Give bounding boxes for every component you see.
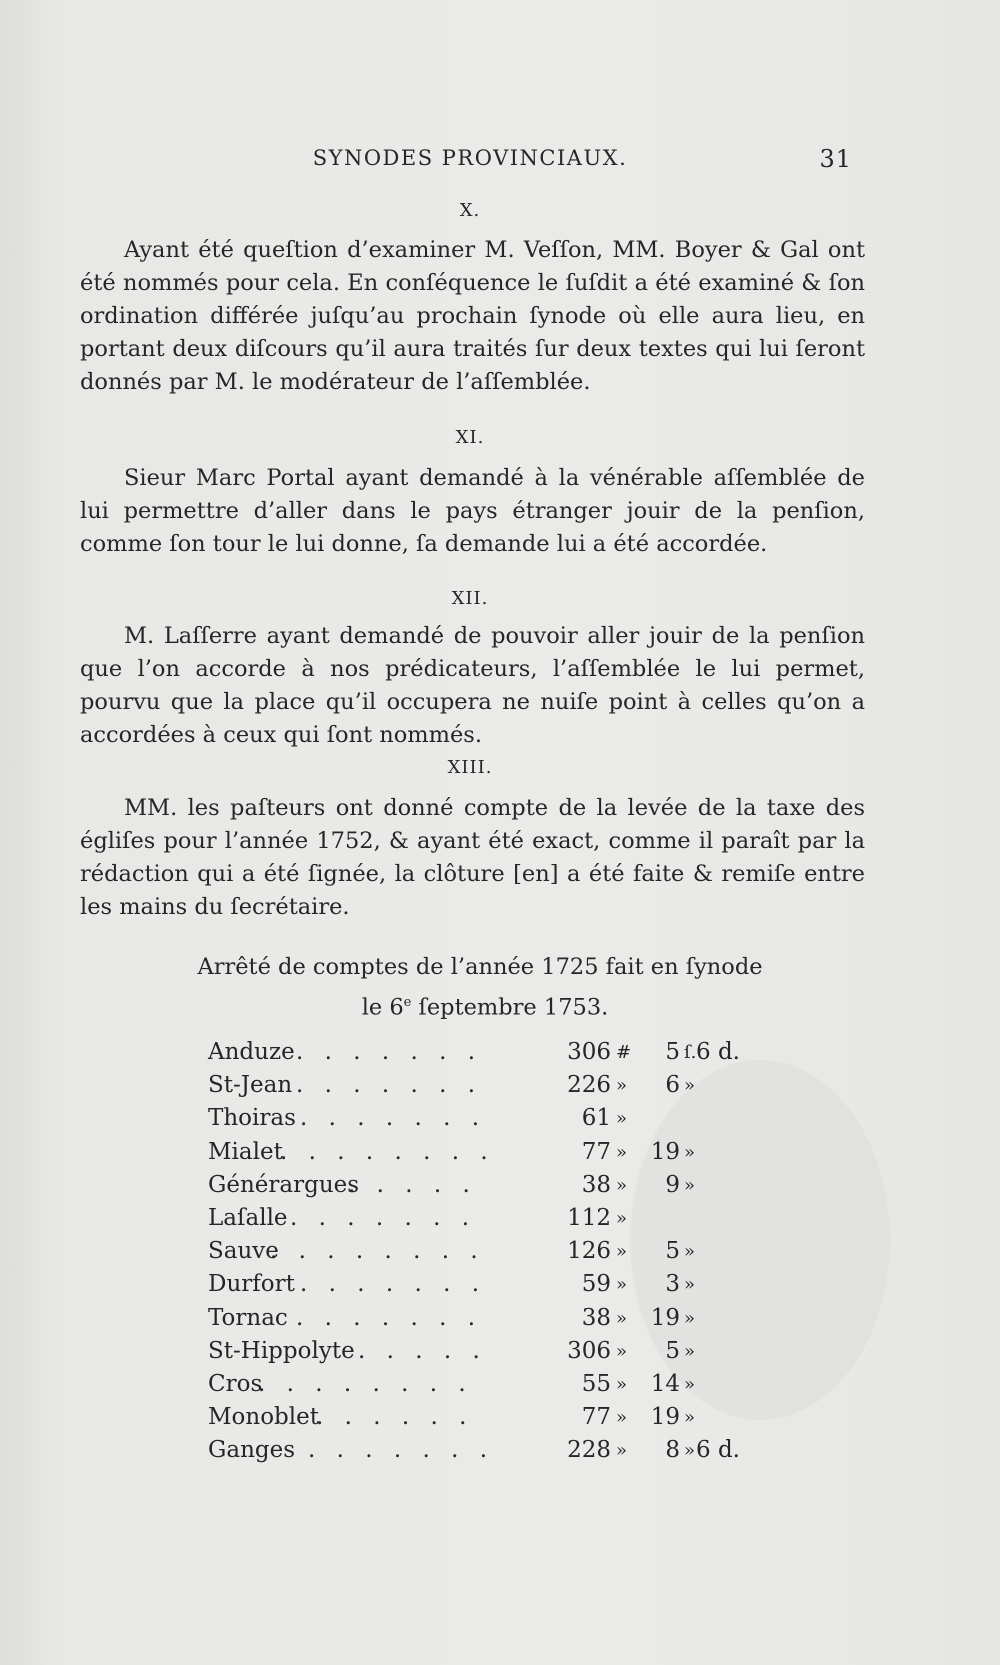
account-place: Générargues <box>208 1171 360 1198</box>
account-row <box>208 1136 768 1169</box>
account-place: Thoiras <box>208 1105 296 1132</box>
sols-mark: » <box>684 1274 696 1296</box>
account-row <box>208 1368 768 1401</box>
account-sols: 3 <box>665 1271 680 1298</box>
page-number: 31 <box>819 145 852 173</box>
sols-mark: » <box>684 1440 696 1462</box>
account-livres: 306 <box>567 1039 611 1065</box>
livres-mark: » <box>616 1075 628 1097</box>
account-sols: 14 <box>650 1370 680 1397</box>
section-number-x: X. <box>459 200 481 221</box>
accounts-title-line2: le 6e ſeptembre 1753. <box>361 994 609 1021</box>
account-place: St-Hippolyte <box>208 1337 355 1364</box>
livres-mark: » <box>616 1373 628 1395</box>
paragraph-text: Ayant été queſtion d’examiner M. Veſſon, MM. Boyer & Gal ont été nommés pour cela. En conſéquence le ſuſdit a été examiné & ſon ordination différée juſqu’au prochain ſynode où elle aura lieu, en portant deux diſcours qu’il aura traités ſur deux textes qui lui ſeront donnés par M. le modérateur de l’aſſemblée. <box>80 237 865 395</box>
account-livres: 61 <box>581 1105 611 1132</box>
account-sols: 19 <box>650 1304 680 1331</box>
account-row <box>208 1169 768 1202</box>
account-sols: 8 <box>665 1437 680 1464</box>
account-livres: 77 <box>581 1404 611 1431</box>
accounts-title-line1: Arrêté de comptes de l’année 1725 fait en ſynode <box>197 954 763 980</box>
account-livres: 38 <box>581 1304 611 1331</box>
account-row <box>208 1302 768 1335</box>
section-number-xiii: XIII. <box>447 757 493 778</box>
account-place: Tornac <box>208 1304 288 1331</box>
sols-mark: » <box>684 1307 696 1329</box>
livres-mark: » <box>616 1207 628 1229</box>
account-deniers: 6 d. <box>696 1437 740 1464</box>
leader-dots: . . . . . . . <box>296 1304 483 1331</box>
account-row <box>208 1335 768 1368</box>
account-livres: 55 <box>581 1370 611 1397</box>
accounts-title <box>80 950 860 1026</box>
account-place: Cros <box>208 1370 263 1397</box>
sols-mark: » <box>684 1075 696 1097</box>
account-sols: 19 <box>650 1404 680 1431</box>
leader-dots: . . . . . . <box>316 1404 474 1431</box>
section-number-xii: XII. <box>451 588 489 609</box>
account-row <box>208 1235 768 1268</box>
leader-dots: . . . . . . . . <box>280 1138 495 1165</box>
livres-mark: » <box>616 1340 628 1362</box>
leader-dots: . . . . . <box>358 1337 487 1364</box>
livres-mark: » <box>616 1241 628 1263</box>
sols-mark: » <box>684 1174 696 1196</box>
account-sols: 19 <box>650 1138 680 1165</box>
account-livres: 77 <box>581 1138 611 1165</box>
leader-dots: . . . . . . . <box>308 1437 495 1464</box>
sols-mark: » <box>684 1141 696 1163</box>
sols-mark: ſ. <box>684 1042 697 1063</box>
account-row <box>208 1434 768 1467</box>
account-sols: 9 <box>665 1171 680 1198</box>
account-livres: 59 <box>581 1271 611 1298</box>
leader-dots: . . . . . . . <box>300 1105 487 1132</box>
account-place: Durfort <box>208 1271 295 1298</box>
sols-mark: » <box>684 1340 696 1362</box>
paragraph-text: Sieur Marc Portal ayant demandé à la vénérable aſſemblée de lui permettre d’aller dans le pays étranger jouir de la penſion, comme ſon tour le lui donne, ſa demande lui a été accordée. <box>80 465 865 557</box>
livres-mark: » <box>616 1108 628 1130</box>
section-number-xi: XI. <box>455 427 485 448</box>
leader-dots: . . . . . . . <box>290 1204 477 1231</box>
account-sols: 5 <box>665 1039 680 1065</box>
livres-mark: » <box>616 1174 628 1196</box>
paragraph-text: MM. les paſteurs ont donné compte de la levée de la taxe des égliſes pour l’année 1752, & ayant été exact, comme il paraît par la rédaction qui a été ſignée, la clôture [en] a été faite & remiſe entre les mains du ſecrétaire. <box>80 795 865 920</box>
account-sols: 6 <box>665 1072 680 1099</box>
account-place: Monoblet <box>208 1404 319 1431</box>
account-place: Sauve <box>208 1238 279 1265</box>
sols-mark: » <box>684 1407 696 1429</box>
leader-dots: . . . . . <box>348 1171 477 1198</box>
sols-mark: » <box>684 1373 696 1395</box>
account-row <box>208 1401 768 1434</box>
leader-dots: . . . . . . . <box>296 1039 483 1065</box>
account-livres: 38 <box>581 1171 611 1198</box>
account-row <box>208 1202 768 1235</box>
account-place: Mialet <box>208 1138 283 1165</box>
leader-dots: . . . . . . . . <box>258 1370 473 1397</box>
livres-mark: » <box>616 1440 628 1462</box>
account-place: Anduze <box>208 1039 295 1065</box>
running-head: SYNODES PROVINCIAUX. <box>312 146 628 170</box>
account-place: Laſalle <box>208 1204 288 1231</box>
section-paragraph-x <box>80 234 865 399</box>
section-paragraph-xi <box>80 462 865 561</box>
account-row <box>208 1069 768 1102</box>
account-sols: 5 <box>665 1238 680 1265</box>
account-livres: 226 <box>567 1072 611 1099</box>
livres-mark: » <box>616 1274 628 1296</box>
leader-dots: . . . . . . . . <box>270 1238 485 1265</box>
livres-mark: # <box>616 1042 632 1063</box>
livres-mark: » <box>616 1141 628 1163</box>
account-livres: 112 <box>567 1204 611 1231</box>
account-row <box>208 1268 768 1301</box>
account-row <box>208 1102 768 1135</box>
paragraph-text: M. Laſſerre ayant demandé de pouvoir aller jouir de la penſion que l’on accorde à nos prédicateurs, l’aſſemblée le lui permet, pourvu que la place qu’il occupera ne nuiſe point à celles qu’on a accordées à ceux qui ſont nommés. <box>80 623 865 748</box>
account-row <box>208 1036 768 1069</box>
account-livres: 126 <box>567 1238 611 1265</box>
account-livres: 306 <box>567 1337 611 1364</box>
section-paragraph-xii <box>80 620 865 752</box>
livres-mark: » <box>616 1407 628 1429</box>
account-deniers: 6 d. <box>696 1039 740 1065</box>
account-sols: 5 <box>665 1337 680 1364</box>
account-livres: 228 <box>567 1437 611 1464</box>
section-paragraph-xiii <box>80 792 865 924</box>
account-place: Ganges <box>208 1437 296 1464</box>
leader-dots: . . . . . . . <box>300 1271 487 1298</box>
leader-dots: . . . . . . . <box>296 1072 483 1099</box>
account-place: St-Jean <box>208 1072 293 1099</box>
livres-mark: » <box>616 1307 628 1329</box>
sols-mark: » <box>684 1241 696 1263</box>
accounts-table <box>208 1036 768 1467</box>
